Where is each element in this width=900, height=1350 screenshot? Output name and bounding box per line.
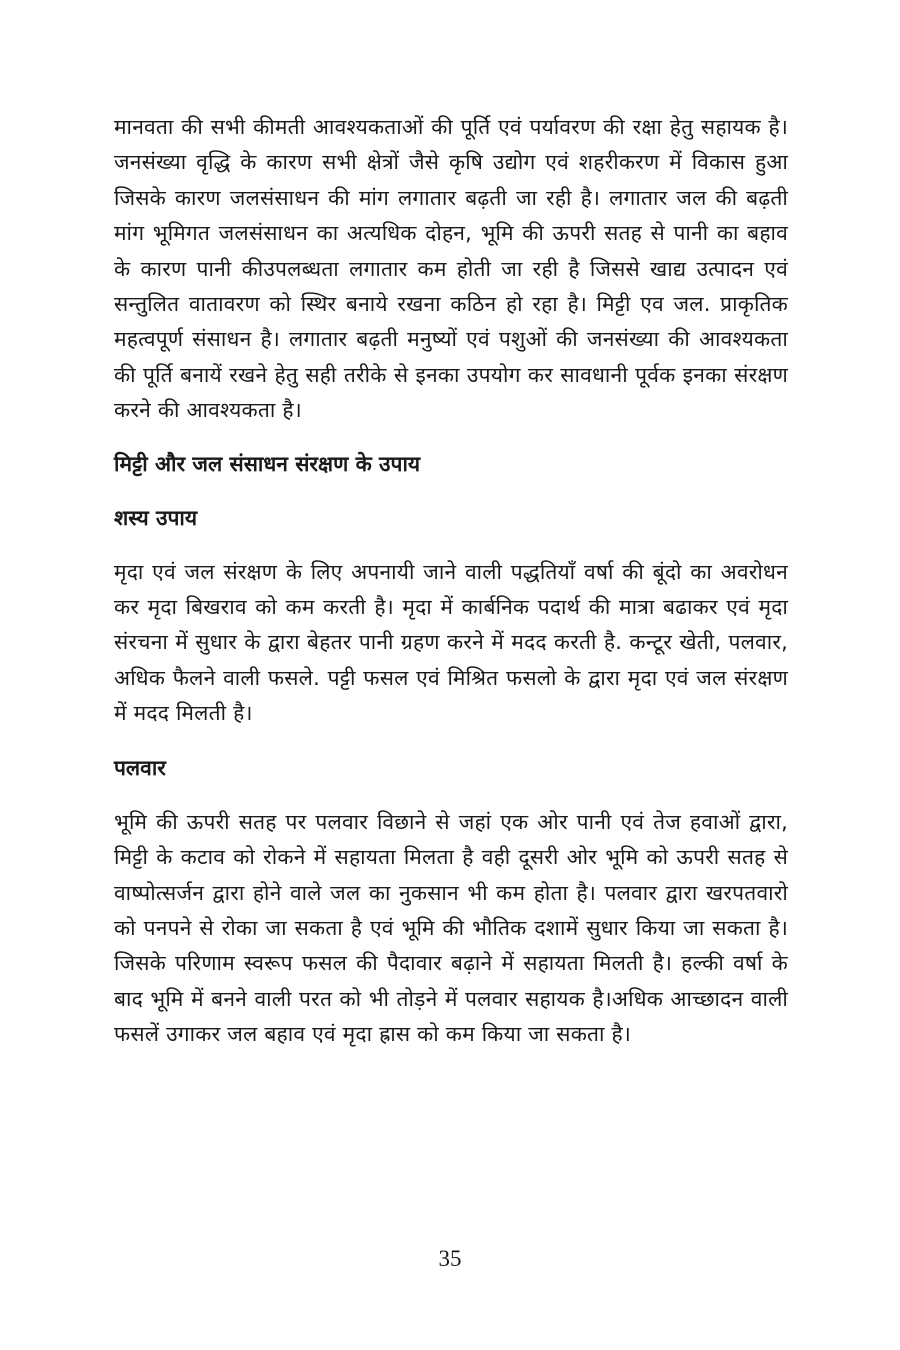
paragraph-introduction: मानवता की सभी कीमती आवश्यकताओं की पूर्ति एवं पर्यावरण की रक्षा हेतु सहायक है। जनसंख्या वृद्धि के कारण सभी क्षेत्रों जैसे कृषि उद्योग एवं शहरीकरण में विकास हुआ जिसके कारण जलसंसाधन की मांग लगातार बढ़ती जा रही है। लगातार जल की बढ़ती मांग भूमिगत जलसंसाधन का अत्यधिक दोहन, भूमि की ऊपरी सतह से पानी का बहाव के कारण पानी कीउपलब्धता लगातार कम होती जा रही है जिससे खाद्य उत्पादन एवं सन्तुलित वातावरण को स्थिर बनाये रखना कठिन हो रहा है। मिट्टी एव जल. प्राकृतिक महत्वपूर्ण संसाधन है। लगातार बढ़ती मनुष्यों एवं पशुओं की जनसंख्या की आवश्यकता की पूर्ति बनायें रखने हेतु सही तरीके से इनका उपयोग कर सावधानी पूर्वक इनका संरक्षण करने की आवश्यकता है। xyxy=(114,115,788,423)
subsection-heading-agronomic-measures: शस्य उपाय xyxy=(114,505,197,530)
paragraph-mulching: भूमि की ऊपरी सतह पर पलवार विछाने से जहां एक ओर पानी एवं तेज हवाओं द्वारा, मिट्टी के कटाव को रोकने में सहायता मिलता है वही दूसरी ओर भूमि को ऊपरी सतह से वाष्पोत्सर्जन द्वारा होने वाले जल का नुकसान भी कम होता है। पलवार द्वारा खरपतवारो को पनपने से रोका जा सकता है एवं भूमि की भौतिक दशामें सुधार किया जा सकता है। जिसके परिणाम स्वरूप फसल की पैदावार बढ़ाने में सहायता मिलती है। हल्की वर्षा के बाद भूमि में बनने वाली परत को भी तोड़ने में पलवार सहायक है।अधिक आच्छादन वाली फसलें उगाकर जल बहाव एवं मृदा ह्रास को कम किया जा सकता है। xyxy=(114,809,788,1047)
document-body xyxy=(114,110,788,1053)
section-heading-conservation-measures: मिट्टी और जल संसाधन संरक्षण के उपाय xyxy=(114,451,421,476)
paragraph-agronomic-measures: मृदा एवं जल संरक्षण के लिए अपनायी जाने वाली पद्धतियाँ वर्षा की बूंदो का अवरोधन कर मृदा बिखराव को कम करती है। मृदा में कार्बनिक पदार्थ की मात्रा बढाकर एवं मृदा संरचना में सुधार के द्वारा बेहतर पानी ग्रहण करने में मदद करती है. कन्टूर खेती, पलवार, अधिक फैलने वाली फसले. पट्टी फसल एवं मिश्रित फसलो के द्वारा मृदा एवं जल संरक्षण में मदद मिलती है। xyxy=(114,559,788,726)
subsection-heading-mulching: पलवार xyxy=(114,755,166,780)
page-number: 35 xyxy=(438,1246,462,1271)
